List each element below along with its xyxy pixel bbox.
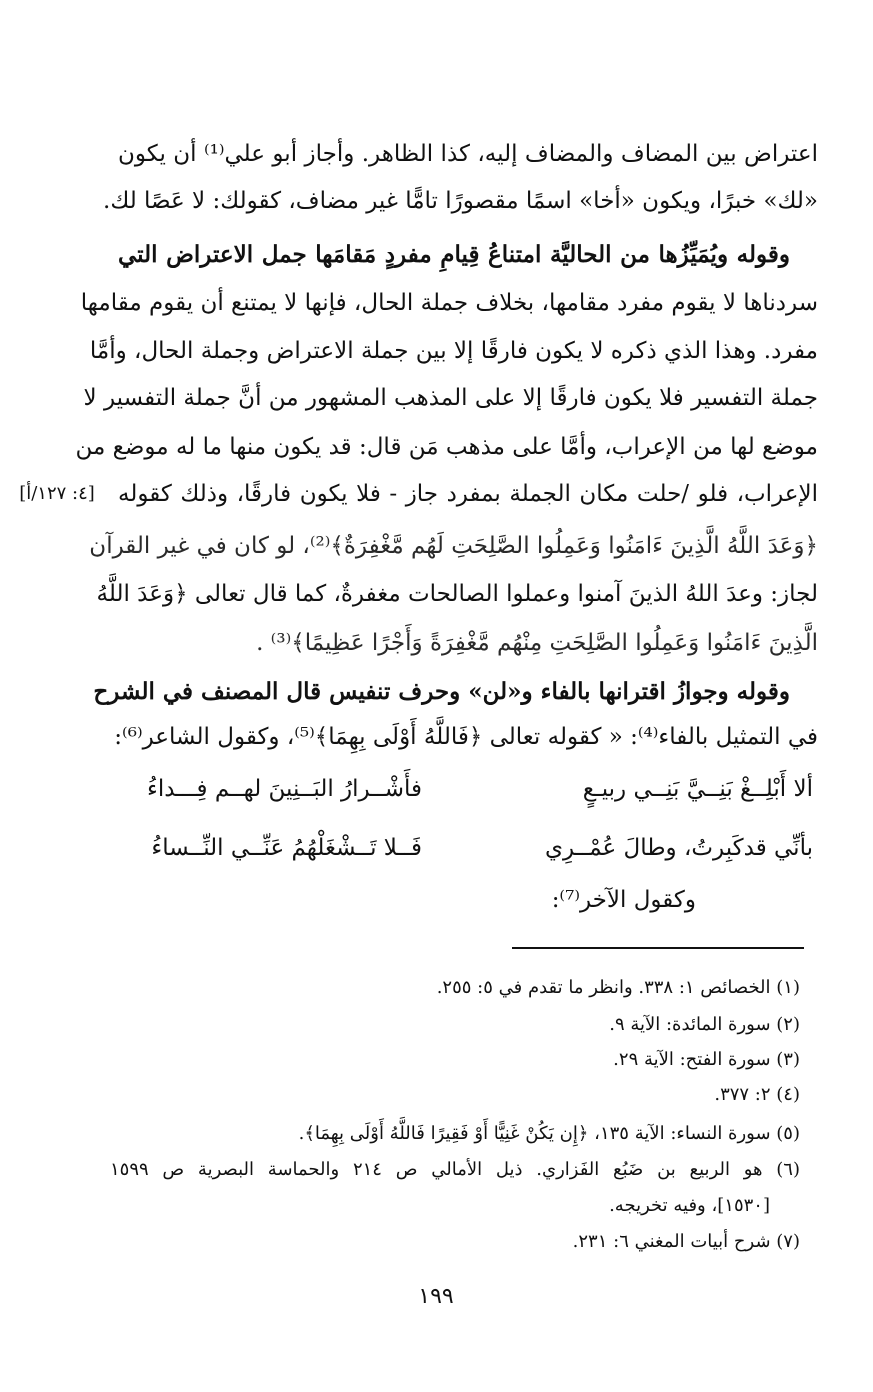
verse-hemistich: بأنِّي قدكَبِرتُ، وطالَ عُمْــرِي xyxy=(545,835,813,861)
margin-note: [٤: ١٢٧/أ] xyxy=(19,483,95,504)
body-line: ﴿وَعَدَ اللَّهُ الَّذِينَ ءَامَنُوا وَعَمِلُوا الصَّلِحَتِ لَهُم مَّغْفِرَةٌ﴾⁽²⁾، لو كان في غير القرآن xyxy=(89,533,818,559)
body-line: سردناها لا يقوم مفرد مقامها، بخلاف جملة الحال، فإنها لا يمتنع أن يقوم مقامها xyxy=(80,290,818,316)
verse-hemistich: فأَشْــرارُ البَــنِينَ لهــم فِـــداءُ xyxy=(147,776,422,802)
verse-hemistich: ألا أَبْلِــغْ بَنِــيَّ بَنِــي ربيـعٍ xyxy=(582,776,813,802)
footnote: [١٥٣٠]، وفيه تخريجه. xyxy=(609,1195,770,1216)
page-number: ١٩٩ xyxy=(418,1284,454,1309)
footnote: (٢) سورة المائدة: الآية ٩. xyxy=(609,1014,800,1035)
body-line: موضع لها من الإعراب، وأمَّا على مذهب مَن قال: قد يكون منها ما له موضع من xyxy=(75,434,818,460)
body-line: وقوله وجوازُ اقترانها بالفاء و«لن» وحرف تنفيس قال المصنف في الشرح xyxy=(93,678,790,705)
footnote: (٦) هو الربيع بن ضَبُع الفَزاري. ذيل الأمالي ص ٢١٤ والحماسة البصرية ص ١٥٩٩ xyxy=(110,1159,800,1180)
verse-hemistich: فَــلا تَــشْغَلْهُمُ عَنِّــي النِّــساءُ xyxy=(151,835,422,861)
body-line: جملة التفسير فلا يكون فارقًا إلا على المذهب المشهور من أنَّ جملة التفسير لا xyxy=(83,385,818,411)
footnote: (٧) شرح أبيات المغني ٦: ٢٣١. xyxy=(572,1231,800,1252)
footnote: (١) الخصائص ١: ٣٣٨. وانظر ما تقدم في ٥: ٢٥٥. xyxy=(436,977,800,998)
body-line: «لك» خبرًا، ويكون «أخا» اسمًا مقصورًا تامًّا غير مضاف، كقولك: لا عَصًا لك. xyxy=(103,188,818,214)
body-line: لجاز: وعدَ اللهُ الذينَ آمنوا وعملوا الصالحات مغفرةٌ، كما قال تعالى ﴿وَعَدَ اللَّهُ xyxy=(96,581,818,607)
body-line: الَّذِينَ ءَامَنُوا وَعَمِلُوا الصَّلِحَتِ مِنْهُم مَّغْفِرَةً وَأَجْرًا عَظِيمًا﴾⁽³⁾ . xyxy=(256,630,818,656)
body-line: وقوله ويُمَيِّزُها من الحاليَّة امتناعُ قِيامِ مفردٍ مَقامَها جمل الاعتراض التي xyxy=(118,241,790,268)
body-line: اعتراض بين المضاف والمضاف إليه، كذا الظاهر. وأجاز أبو علي⁽¹⁾ أن يكون xyxy=(118,141,818,167)
footnote: (٣) سورة الفتح: الآية ٢٩. xyxy=(613,1049,800,1070)
body-line: في التمثيل بالفاء⁽⁴⁾: « كقوله تعالى ﴿فَاللَّهُ أَوْلَى بِهِمَا﴾⁽⁵⁾، وكقول الشاعر⁽⁶⁾: xyxy=(114,724,818,750)
body-line: الإعراب، فلو /حلت مكان الجملة بمفرد جاز - فلا يكون فارقًا، وذلك كقوله xyxy=(118,481,818,507)
footnote: (٤) ٢: ٣٧٧. xyxy=(714,1084,800,1105)
footnote: (٥) سورة النساء: الآية ١٣٥، ﴿إِن يَكُنْ غَنِيًّا أَوْ فَقِيرًا فَاللَّهُ أَوْلَى بِهِمَا﴾. xyxy=(298,1123,800,1144)
footnote-divider xyxy=(512,947,804,949)
body-line: مفرد. وهذا الذي ذكره لا يكون فارقًا إلا بين جملة الاعتراض وجملة الحال، وأمَّا xyxy=(89,338,818,364)
body-line: وكقول الآخر⁽⁷⁾: xyxy=(551,887,696,913)
